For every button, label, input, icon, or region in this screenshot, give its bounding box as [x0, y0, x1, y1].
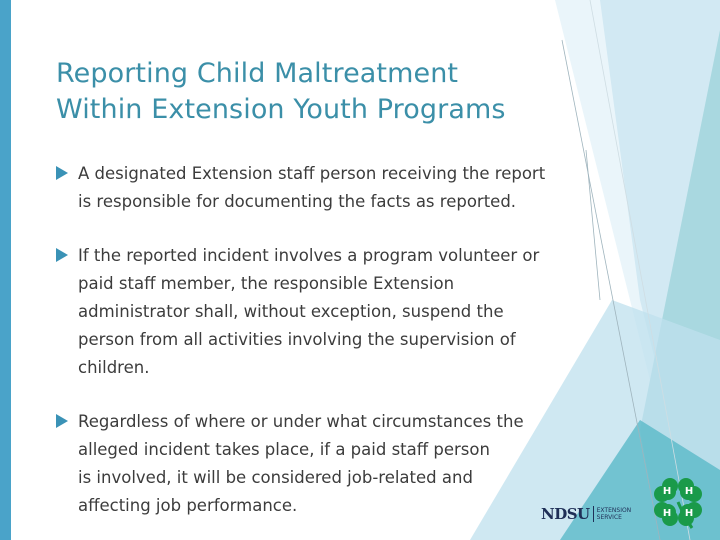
bullet-item	[56, 242, 596, 382]
clover-letter: H	[684, 508, 694, 519]
bullet-text-line: A designated Extension staff person receiving the report	[78, 164, 546, 183]
extension-service-line: SERVICE	[596, 514, 622, 521]
bullet-list	[56, 160, 596, 540]
bullet-text-line: administrator shall, without exception, suspend the	[78, 302, 504, 321]
bullet-text-line: affecting job performance.	[78, 496, 298, 515]
four-leaf-clover-4h-icon	[648, 472, 708, 532]
ndsu-extension-logo	[541, 505, 631, 523]
bullet-text-line: paid staff member, the responsible Extension	[78, 274, 455, 293]
bullet-text-line: alleged incident takes place, if a paid staff person	[78, 440, 490, 459]
logo-divider	[593, 506, 594, 522]
bullet-item	[56, 408, 596, 520]
bullet-text-line: children.	[78, 358, 150, 377]
triangle-bullet-icon	[56, 248, 68, 262]
left-accent-bar	[0, 0, 11, 540]
clover-letter: H	[684, 486, 694, 497]
bullet-text-line: Regardless of where or under what circumstances the	[78, 412, 524, 431]
bullet-text-line: is involved, it will be considered job-related and	[78, 468, 473, 487]
bullet-text-line: If the reported incident involves a program volunteer or	[78, 246, 540, 265]
slide-title-line: Within Extension Youth Programs	[56, 94, 506, 125]
extension-service-line: EXTENSION	[596, 507, 632, 514]
slide-title	[56, 56, 576, 128]
bullet-item	[56, 160, 596, 216]
slide-title-line: Reporting Child Maltreatment	[56, 58, 459, 89]
bullet-text-line: is responsible for documenting the facts as reported.	[78, 192, 517, 211]
bullet-text-line: person from all activities involving the supervision of	[78, 330, 516, 349]
ndsu-wordmark: NDSU	[541, 505, 590, 523]
triangle-bullet-icon	[56, 414, 68, 428]
clover-letter: H	[662, 486, 672, 497]
clover-letter: H	[662, 508, 672, 519]
triangle-bullet-icon	[56, 166, 68, 180]
extension-service-label	[597, 507, 632, 521]
